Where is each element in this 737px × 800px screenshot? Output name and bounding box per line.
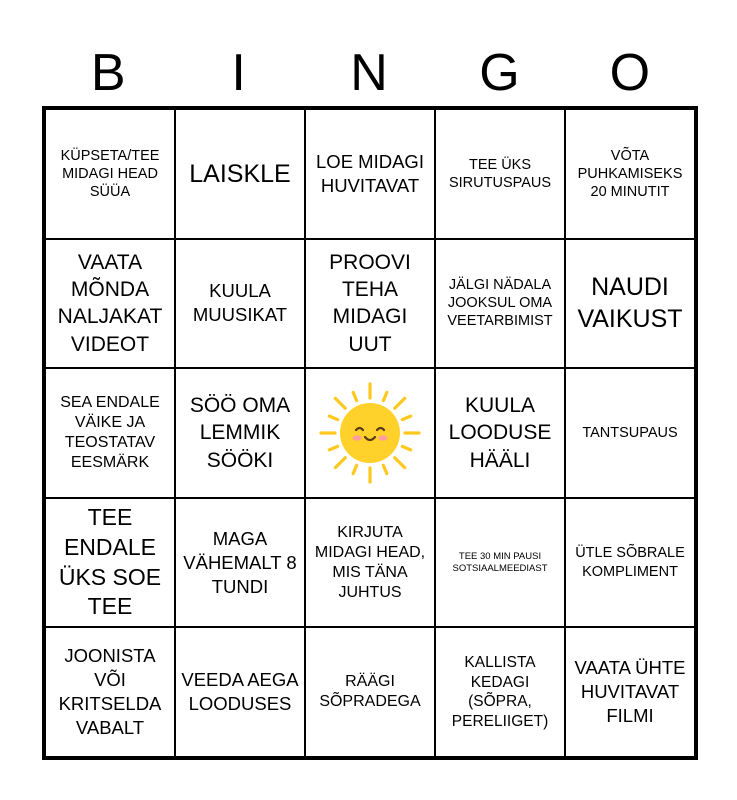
bingo-cell[interactable] bbox=[305, 239, 435, 369]
header-letter-g: G bbox=[479, 44, 520, 102]
bingo-cell[interactable] bbox=[45, 498, 175, 628]
bingo-cell[interactable] bbox=[175, 498, 305, 628]
bingo-cell[interactable] bbox=[305, 627, 435, 757]
cell-text: PROOVI TEHA MIDAGI UUT bbox=[329, 250, 411, 356]
cell-text: KIRJUTA MIDAGI HEAD, MIS TÄNA JUHTUS bbox=[314, 523, 426, 601]
sun-ray bbox=[402, 446, 410, 449]
cell-text: KUULA LOODUSE HÄÄLI bbox=[448, 394, 552, 472]
cell-text: LAISKLE bbox=[189, 159, 291, 188]
bingo-cell[interactable] bbox=[565, 627, 695, 757]
cell-text: TEE 30 MIN PAUSI SOTSIAALMEEDIAST bbox=[452, 551, 548, 574]
cell-text: RÄÄGI SÕPRADEGA bbox=[319, 673, 421, 711]
cell-text: VAATA MÕNDA NALJAKAT VIDEOT bbox=[57, 250, 163, 356]
cell-text: ÜTLE SÕBRALE KOMPLIMENT bbox=[575, 545, 685, 580]
bingo-cell[interactable] bbox=[45, 368, 175, 498]
header-letter-n: N bbox=[350, 44, 388, 102]
bingo-cell[interactable] bbox=[565, 368, 695, 498]
bingo-cell[interactable] bbox=[435, 109, 565, 239]
sun-ray bbox=[383, 392, 386, 400]
bingo-cell[interactable] bbox=[565, 498, 695, 628]
sun-ray bbox=[353, 392, 356, 400]
bingo-cell[interactable] bbox=[435, 627, 565, 757]
cell-text: JOONISTA VÕI KRITSELDA VABALT bbox=[58, 645, 162, 739]
bingo-cell[interactable] bbox=[565, 109, 695, 239]
header-letter-b: B bbox=[90, 44, 126, 102]
cell-text: JÄLGI NÄDALA JOOKSUL OMA VEETARBIMIST bbox=[447, 277, 553, 330]
bingo-cell[interactable] bbox=[45, 627, 175, 757]
sun-ray bbox=[329, 416, 337, 419]
smiling-sun-icon bbox=[316, 379, 424, 487]
bingo-cell[interactable] bbox=[175, 239, 305, 369]
cell-text: SEA ENDALE VÄIKE JA TEOSTATAV EESMÄRK bbox=[60, 393, 160, 471]
sun-ray bbox=[335, 458, 345, 468]
bingo-cell[interactable] bbox=[175, 368, 305, 498]
cell-text: VAATA ÜHTE HUVITAVAT FILMI bbox=[574, 657, 686, 727]
sun-ray bbox=[395, 398, 405, 408]
cell-text: MAGA VÄHEMALT 8 TUNDI bbox=[183, 527, 297, 597]
sun-ray bbox=[395, 458, 405, 468]
cell-text: TEE ENDALE ÜKS SOE TEE bbox=[58, 503, 162, 620]
cell-text: VÕTA PUHKAMISEKS 20 MINUTIT bbox=[577, 147, 683, 200]
cell-text: NAUDI VAIKUST bbox=[577, 272, 683, 334]
free-space[interactable] bbox=[305, 368, 435, 498]
cell-text: TANTSUPAUS bbox=[582, 424, 678, 441]
cell-text: TEE ÜKS SIRUTUSPAUS bbox=[448, 156, 552, 191]
sun-ray bbox=[402, 416, 410, 419]
bingo-cell[interactable] bbox=[175, 109, 305, 239]
cell-text: KUULA MUUSIKAT bbox=[192, 280, 288, 326]
header-letter-i: I bbox=[231, 44, 246, 102]
bingo-cell[interactable] bbox=[305, 109, 435, 239]
sun-ray bbox=[335, 398, 345, 408]
bingo-cell[interactable] bbox=[175, 627, 305, 757]
sun-ray bbox=[353, 465, 356, 473]
cell-text: KALLISTA KEDAGI (SÕPRA, PERELIIGET) bbox=[451, 654, 549, 730]
sun-ray bbox=[383, 465, 386, 473]
cell-text: LOE MIDAGI HUVITAVAT bbox=[316, 150, 424, 196]
bingo-cell[interactable] bbox=[435, 239, 565, 369]
bingo-cell[interactable] bbox=[435, 498, 565, 628]
header-letter-o: O bbox=[609, 44, 651, 102]
cell-text: KÜPSETA/TEE MIDAGI HEAD SÜÜA bbox=[60, 147, 160, 200]
bingo-grid bbox=[42, 106, 698, 760]
bingo-cell[interactable] bbox=[565, 239, 695, 369]
cell-text: SÖÖ OMA LEMMIK SÖÖKI bbox=[189, 394, 291, 472]
bingo-cell[interactable] bbox=[305, 498, 435, 628]
cell-text: VEEDA AEGA LOODUSES bbox=[181, 669, 299, 715]
bingo-cell[interactable] bbox=[435, 368, 565, 498]
bingo-cell[interactable] bbox=[45, 109, 175, 239]
bingo-header bbox=[43, 40, 695, 106]
sun-ray bbox=[329, 446, 337, 449]
bingo-cell[interactable] bbox=[45, 239, 175, 369]
